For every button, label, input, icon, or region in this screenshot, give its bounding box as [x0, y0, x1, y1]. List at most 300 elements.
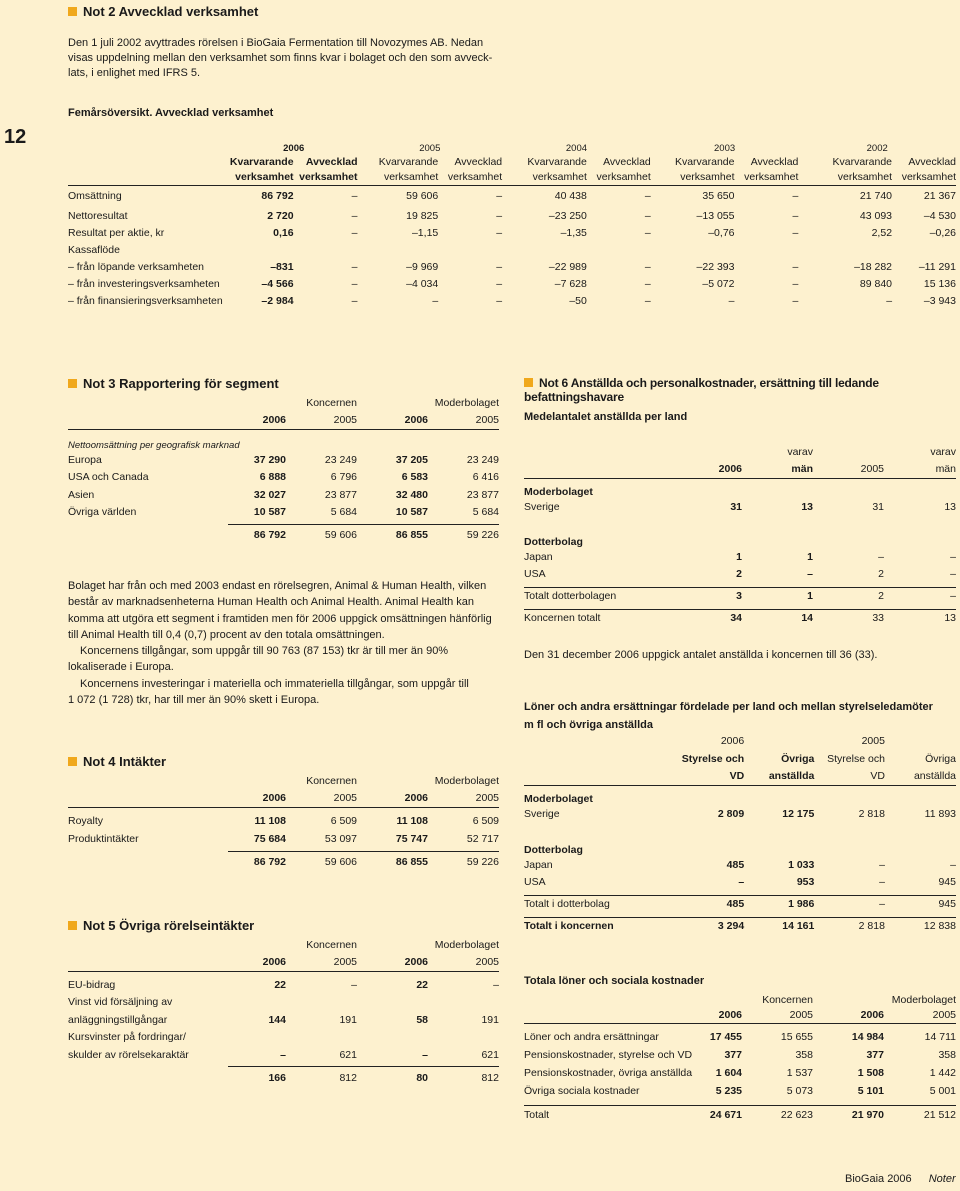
table-cell: 1 508: [857, 1067, 884, 1079]
table-cell: 5 001: [929, 1085, 956, 1097]
table-row: [68, 185, 956, 207]
note2-col-header-row: [68, 169, 956, 185]
total-row: [524, 917, 956, 935]
year-header: 2006: [283, 143, 305, 154]
cell: 2 818: [814, 917, 885, 935]
total-cell: 59 606: [286, 524, 357, 546]
table-row: [68, 830, 499, 848]
col-header-row: [524, 767, 956, 785]
cell: 21 512: [884, 1105, 956, 1125]
note3-title: [68, 376, 279, 391]
table-cell: –: [351, 226, 358, 239]
year-header: 2006: [228, 789, 286, 807]
note2-intro-line: visas uppdelning mellan den verksamhet som finns kvar i bolaget och den som avveck-: [68, 52, 493, 64]
table-cell: 86 792: [261, 190, 294, 203]
cell: 1 033: [788, 858, 815, 871]
table-row: [68, 451, 499, 469]
table-cell: 358: [795, 1049, 813, 1061]
col-header: 2006: [684, 460, 742, 478]
row-label: Produktintäkter: [68, 833, 139, 845]
data-row: [524, 548, 956, 565]
col-header: VD: [814, 767, 885, 785]
table-cell: [357, 241, 438, 258]
table-cell: –: [792, 190, 799, 203]
table-cell: –: [728, 294, 735, 307]
text-line: Koncernens tillgångar, som uppgår till 90 763 (87 153) tkr är till mer än 90%: [80, 645, 449, 658]
col-header: Kvarvarande: [832, 156, 893, 168]
table-cell: –: [432, 294, 439, 307]
section-label: Nettoomsättning per geografisk marknad: [68, 440, 240, 451]
text-line: till Animal Health till 0,4 (0,7) procent av den totala omsättningen.: [68, 628, 385, 641]
cell: –: [950, 550, 956, 563]
table-cell: 5 073: [786, 1085, 813, 1097]
text-line: komma att utgöra ett segment i framtiden men för 2006 uppgick omsättningen hänförlig: [68, 612, 492, 625]
year-header: 2006: [228, 411, 286, 429]
cell: –: [879, 858, 885, 871]
table-cell: –7 628: [554, 277, 587, 290]
table-cell: 5 684: [472, 506, 499, 519]
note2-intro-line: lats, i enlighet med IFRS 5.: [68, 67, 201, 79]
table-cell: –: [644, 277, 651, 290]
table-cell: –: [496, 277, 503, 290]
total-cell: 812: [286, 1067, 357, 1089]
col-header: VD: [682, 767, 744, 785]
row-label: USA och Canada: [68, 471, 149, 484]
table-cell: –: [644, 190, 651, 203]
total-cell: 86 792: [228, 524, 286, 546]
col-header: Styrelse och: [827, 752, 885, 765]
row-label: Pensionskostnader, övriga anställda: [524, 1067, 693, 1079]
table-cell: –: [351, 260, 358, 273]
table-cell: –: [496, 260, 503, 273]
cell: 11 893: [924, 807, 956, 820]
col-header-row: [524, 460, 956, 478]
pay-table: [524, 732, 956, 935]
table-cell: –2 984: [261, 294, 294, 307]
square-bullet-icon: [68, 757, 77, 766]
col-header: Kvarvarande: [378, 156, 439, 168]
year-header: 2005: [861, 735, 885, 747]
table-cell: 89 840: [859, 277, 893, 290]
group-header: Moderbolaget: [434, 396, 499, 409]
table-cell: –: [351, 277, 358, 290]
col-header: verksamhet: [502, 169, 587, 185]
table-row: [68, 292, 956, 309]
year-header: 2002: [866, 143, 888, 154]
table-row: [68, 1011, 499, 1029]
table-cell: 22: [274, 978, 286, 991]
year-header: 2006: [357, 953, 428, 971]
cell: 1: [742, 587, 813, 605]
table-cell: 32 027: [253, 488, 286, 501]
table-cell: [286, 994, 357, 1012]
col-header-row: [524, 750, 956, 767]
table-cell: 23 877: [466, 488, 499, 501]
table-cell: –: [792, 226, 799, 239]
table-cell: 621: [481, 1048, 499, 1061]
cell: 3 294: [682, 917, 744, 935]
group-header: Moderbolaget: [891, 993, 956, 1006]
year-header: 2005: [286, 953, 357, 971]
table-cell: [798, 241, 892, 258]
cell: 13: [884, 609, 956, 627]
text-line: 1 072 (1 728) tkr, har till mer än 90% skett i Europa.: [68, 694, 320, 707]
table-cell: [428, 1029, 499, 1047]
table-cell: –: [351, 294, 358, 307]
table-cell: –: [422, 1048, 428, 1061]
table-cell: 21 740: [859, 190, 893, 203]
table-cell: –: [280, 1048, 286, 1061]
col-header: verksamhet: [438, 169, 502, 185]
col-header: Avvecklad: [908, 156, 956, 168]
pay-title: [524, 698, 933, 734]
col-header: Kvarvarande: [229, 156, 294, 168]
data-row: [524, 856, 956, 873]
group-label-row: [524, 785, 956, 805]
year-header: 2005: [428, 789, 499, 807]
total-cell: 59 226: [428, 524, 499, 546]
table-cell: 58: [416, 1013, 428, 1026]
col-header: verksamhet: [651, 169, 735, 185]
table-cell: –5 072: [702, 277, 735, 290]
table-cell: 377: [866, 1049, 884, 1061]
col-header: Kvarvarande: [674, 156, 735, 168]
row-label: Totalt i dotterbolag: [524, 895, 682, 913]
table-cell: 75 747: [395, 833, 428, 845]
cell: 1: [807, 550, 813, 563]
pay-title-line: Löner och andra ersättningar fördelade per land och mellan styrelseledamöter: [524, 701, 933, 713]
row-label: Pensionskostnader, styrelse och VD: [524, 1049, 693, 1061]
table-cell: 14 711: [924, 1031, 956, 1043]
note5-title: [68, 918, 254, 933]
table-cell: 23 249: [324, 453, 357, 466]
row-label: Löner och andra ersättningar: [524, 1031, 659, 1043]
row-label: Royalty: [68, 815, 104, 827]
cell: 14: [742, 609, 813, 627]
section-label-row: [68, 429, 499, 451]
table-cell: [286, 1029, 357, 1047]
table-cell: –22 393: [696, 260, 735, 273]
text-line: Bolaget har från och med 2003 endast en rörelsegren, Animal & Human Health, vilken: [68, 580, 487, 592]
year-header-row: [68, 789, 499, 807]
table-cell: 5 684: [330, 506, 357, 519]
row-label: Asien: [68, 488, 95, 501]
col-header: Övriga: [781, 752, 815, 765]
table-cell: [735, 241, 799, 258]
table-cell: [228, 994, 286, 1012]
cell: –: [884, 587, 956, 605]
table-cell: –13 055: [696, 209, 735, 222]
year-header: 2006: [228, 953, 286, 971]
data-row: [524, 565, 956, 582]
table-cell: –: [644, 294, 651, 307]
table-cell: –: [496, 209, 503, 222]
col-header: verksamhet: [230, 169, 294, 185]
square-bullet-icon: [68, 921, 77, 930]
note2-intro: [68, 36, 492, 81]
table-cell: 10 587: [395, 506, 428, 519]
table-row: [68, 224, 956, 241]
group-header: Moderbolaget: [434, 774, 499, 787]
footer-section: Noter: [928, 1173, 956, 1185]
table-cell: 53 097: [324, 833, 357, 845]
table-cell: –: [493, 978, 499, 991]
total-cell: 59 606: [286, 851, 357, 873]
table-cell: 621: [339, 1048, 357, 1061]
table-cell: 1 604: [715, 1067, 742, 1079]
cell: 21 970: [813, 1105, 884, 1125]
table-cell: 2,52: [871, 226, 893, 239]
col-header: verksamhet: [587, 169, 651, 185]
total-cell: 86 855: [357, 524, 428, 546]
row-label: Resultat per aktie, kr: [68, 226, 165, 239]
table-cell: –: [351, 209, 358, 222]
table-cell: 35 650: [702, 190, 735, 203]
avg-employees-title: Medelantalet anställda per land: [524, 411, 688, 423]
year-header: 2005: [428, 411, 499, 429]
table-cell: –: [351, 190, 358, 203]
col-header: verksamhet: [892, 169, 956, 185]
table-cell: 6 888: [259, 471, 286, 484]
cell: 33: [813, 609, 884, 627]
table-cell: –: [792, 260, 799, 273]
row-label: Övriga sociala kostnader: [524, 1085, 640, 1097]
table-cell: 377: [724, 1049, 742, 1061]
note5-title-text: Not 5 Övriga rörelseintäkter: [83, 918, 255, 933]
row-label: Totalt i koncernen: [524, 917, 682, 935]
table-cell: –1,35: [560, 226, 587, 239]
cell: –: [807, 567, 813, 580]
table-cell: 191: [339, 1013, 357, 1026]
table-cell: –: [496, 294, 503, 307]
pay-title-line: m fl och övriga anställda: [524, 719, 653, 731]
table-cell: 14 984: [851, 1031, 884, 1043]
table-cell: 22: [416, 978, 428, 991]
col-header: [684, 443, 742, 460]
table-cell: [357, 994, 428, 1012]
table-cell: 191: [481, 1013, 499, 1026]
table-cell: 144: [268, 1013, 286, 1026]
cell: 945: [938, 875, 956, 888]
year-header-row: [524, 1007, 956, 1023]
table-cell: –23 250: [548, 209, 587, 222]
cell: –: [879, 875, 885, 888]
cell: 2: [878, 567, 884, 580]
data-row: [524, 805, 956, 822]
cell: 13: [944, 500, 956, 513]
col-header: män: [884, 460, 956, 478]
subtotal-row: [524, 587, 956, 605]
text-line: Koncernens investeringar i materiella och immateriella tillgångar, som uppgår till: [80, 677, 469, 690]
year-header: 2006: [702, 1007, 742, 1023]
table-cell: 59 606: [406, 190, 439, 203]
footer-brand: BioGaia 2006: [845, 1173, 912, 1185]
table-cell: 6 416: [472, 471, 499, 484]
col-header: anställda: [744, 767, 814, 785]
table-cell: 37 205: [395, 453, 428, 466]
table-cell: –4 566: [261, 277, 294, 290]
table-cell: –: [496, 190, 503, 203]
group-label: Dotterbolag: [524, 844, 583, 856]
cell: –: [738, 875, 745, 888]
cell: 1: [736, 550, 742, 563]
table-cell: –: [792, 209, 799, 222]
note4-table: [68, 772, 499, 873]
table-cell: [438, 241, 502, 258]
table-row: [68, 258, 956, 275]
cell: 953: [796, 875, 815, 888]
table-row: [68, 504, 499, 522]
col-header: Övriga: [925, 752, 956, 765]
row-label: Vinst vid försäljning av: [68, 996, 173, 1009]
row-label: Europa: [68, 453, 102, 466]
group-label-row: [524, 515, 956, 548]
cell: 12 838: [885, 917, 956, 935]
col-header: Avvecklad: [603, 156, 651, 168]
year-header: 2005: [286, 789, 357, 807]
group-header: Moderbolaget: [434, 938, 499, 951]
cell: 2 818: [858, 807, 885, 820]
row-label: Kursvinster på fordringar/: [68, 1031, 186, 1044]
table-cell: –: [496, 226, 503, 239]
year-header: 2006: [357, 411, 428, 429]
total-cell: 812: [428, 1067, 499, 1089]
table-cell: –9 969: [406, 260, 439, 273]
table-cell: 37 290: [253, 453, 286, 466]
year-header: 2006: [720, 735, 745, 747]
col-header: varav: [787, 445, 813, 458]
text-line: lokaliserade i Europa.: [68, 661, 174, 674]
note4-title: [68, 754, 166, 769]
cell: 485: [682, 895, 744, 913]
cell: 3: [684, 587, 742, 605]
year-header: 2003: [714, 143, 736, 154]
row-label: – från investeringsverksamheten: [68, 277, 220, 290]
group-header: Koncernen: [762, 993, 813, 1006]
row-label: – från löpande verksamheten: [68, 260, 205, 273]
table-cell: –: [886, 294, 893, 307]
table-cell: 1 537: [786, 1067, 813, 1079]
note6-title-text: Not 6 Anställda och personalkostnader, ersättning till ledande befattningshavare: [524, 376, 879, 404]
table-cell: –50: [569, 294, 587, 307]
data-row: [524, 873, 956, 890]
table-cell: 6 509: [330, 815, 357, 827]
col-header: Avvecklad: [454, 156, 503, 168]
group-label: Moderbolaget: [524, 486, 593, 498]
total-row: [524, 1105, 956, 1125]
table-cell: [892, 241, 956, 258]
note3-table: [68, 394, 499, 546]
table-cell: –4 530: [923, 209, 956, 222]
table-cell: –: [644, 209, 651, 222]
cell: –: [814, 895, 885, 913]
note2-table: [68, 142, 956, 309]
group-header-row: [68, 936, 499, 953]
cell: 1 986: [744, 895, 814, 913]
row-label: Totalt dotterbolagen: [524, 587, 684, 605]
note4-title-text: Not 4 Intäkter: [83, 754, 167, 769]
table-cell: –: [792, 294, 799, 307]
col-header: verksamhet: [798, 169, 892, 185]
row-label: Kassaflöde: [68, 243, 120, 256]
table-row: [68, 275, 956, 292]
table-cell: [428, 994, 499, 1012]
total-cell: 86 855: [357, 851, 428, 873]
cell: 945: [885, 895, 956, 913]
year-header: 2005: [742, 1007, 813, 1023]
cell: 22 623: [742, 1105, 813, 1125]
table-row: [524, 1064, 956, 1082]
row-label: – från finansieringsverksamheten: [68, 294, 223, 307]
avg-employees-table: [524, 443, 956, 627]
group-label: Dotterbolag: [524, 536, 583, 548]
year-header-row: [524, 732, 956, 750]
table-cell: –11 291: [918, 260, 956, 273]
table-cell: [228, 1029, 286, 1047]
square-bullet-icon: [68, 7, 77, 16]
footer: [845, 1173, 956, 1185]
year-header: 2005: [428, 953, 499, 971]
group-header-row: [68, 772, 499, 789]
total-cell: 166: [228, 1067, 286, 1089]
row-label: USA: [524, 567, 546, 580]
col-header: verksamhet: [357, 169, 438, 185]
col-header: 2005: [813, 460, 884, 478]
row-label: Omsättning: [68, 190, 122, 203]
year-header-row: [68, 953, 499, 971]
col-header: Avvecklad: [305, 156, 358, 168]
table-cell: [502, 241, 587, 258]
note6-title: [524, 376, 960, 404]
year-header: 2005: [419, 143, 441, 154]
cell: 31: [872, 500, 884, 513]
note2-subtitle: Femårsöversikt. Avvecklad verksamhet: [68, 107, 274, 119]
employee-note: Den 31 december 2006 uppgick antalet anställda i koncernen till 36 (33).: [524, 649, 878, 661]
table-cell: 358: [938, 1049, 956, 1061]
row-label: Totalt: [524, 1105, 702, 1125]
total-row: [68, 851, 499, 873]
year-header: 2006: [357, 789, 428, 807]
cell: 31: [730, 500, 742, 513]
social-costs-title: Totala löner och sociala kostnader: [524, 975, 705, 987]
table-cell: –3 943: [923, 294, 956, 307]
cell: 14 161: [744, 917, 814, 935]
note5-table: [68, 936, 499, 1089]
table-cell: –: [351, 978, 357, 991]
year-header: 2004: [565, 143, 588, 154]
table-cell: 17 455: [709, 1031, 742, 1043]
total-cell: 86 792: [228, 851, 286, 873]
table-row: [524, 1028, 956, 1046]
table-cell: –0,26: [929, 226, 956, 239]
text-line: består av marknadsenheterna Human Health och Animal Health. Animal Health kan: [68, 596, 475, 609]
year-header: 2005: [884, 1007, 956, 1023]
table-cell: 23 877: [324, 488, 357, 501]
group-header-row: [68, 394, 499, 411]
col-header-row: [524, 443, 956, 460]
total-cell: 80: [357, 1067, 428, 1089]
cell: 2: [736, 567, 742, 580]
table-row: [68, 812, 499, 830]
note2-year-row: [68, 142, 956, 155]
table-cell: [357, 1029, 428, 1047]
cell: 12 175: [782, 807, 815, 820]
total-cell: 59 226: [428, 851, 499, 873]
row-label: Nettoresultat: [68, 209, 128, 222]
table-cell: [587, 241, 651, 258]
table-cell: 11 108: [396, 815, 428, 827]
row-label: Övriga världen: [68, 506, 137, 519]
